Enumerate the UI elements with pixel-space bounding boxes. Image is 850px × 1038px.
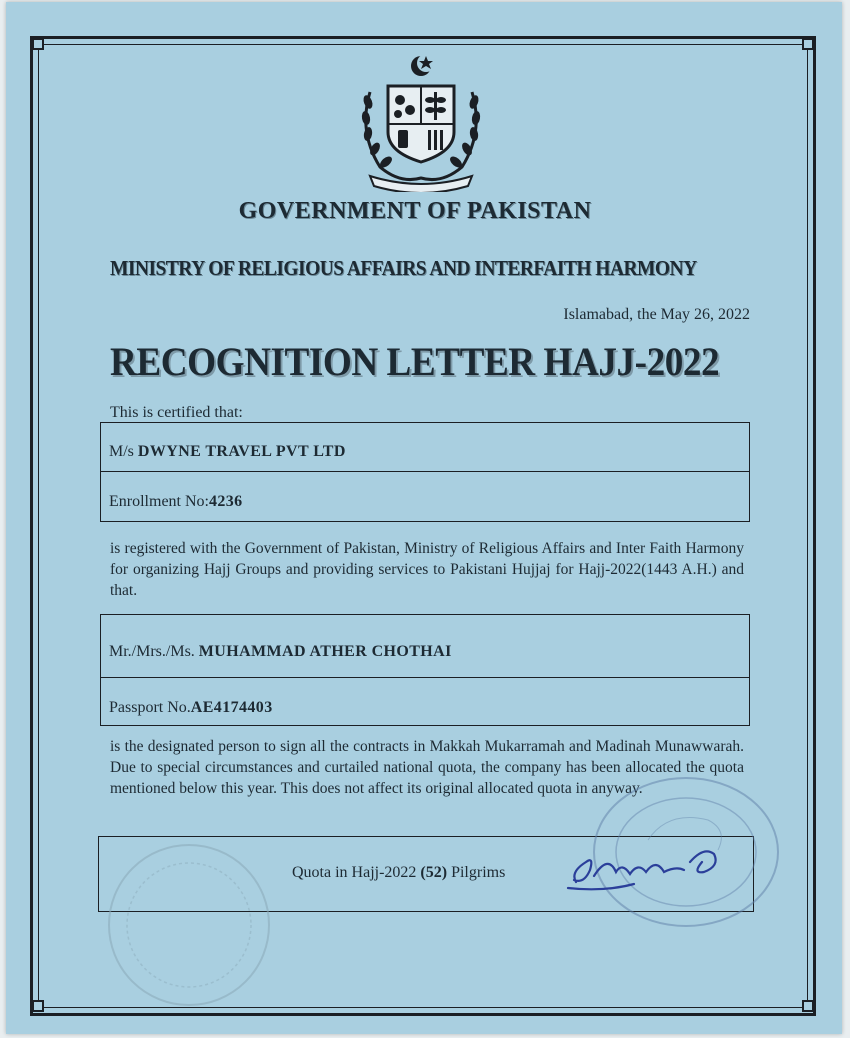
quota-label: Quota in Hajj-2022	[292, 864, 417, 881]
quota-suffix: Pilgrims	[451, 864, 506, 881]
person-name: MUHAMMAD ATHER CHOTHAI	[198, 643, 452, 660]
passport-number: AE4174403	[190, 699, 273, 716]
company-prefix: M/s	[109, 443, 134, 460]
certified-intro: This is certified that:	[110, 404, 243, 421]
letter-title: RECOGNITION LETTER HAJJ-2022	[110, 339, 720, 384]
divider	[101, 677, 749, 678]
corner-ornament	[32, 38, 44, 50]
enrollment-label: Enrollment No:	[109, 493, 209, 510]
government-heading: GOVERNMENT OF PAKISTAN	[238, 198, 592, 224]
quota-value: (52)	[420, 864, 448, 881]
registration-paragraph: is registered with the Government of Pakistan, Ministry of Religious Affairs and Inter Faith Harmony for organizing Hajj Groups and providing services to Pakistani Hujjaj for Hajj-2022(1443 A.H.) and that.	[110, 540, 744, 599]
corner-ornament	[802, 1000, 814, 1012]
quota-line	[292, 864, 505, 882]
corner-ornament	[32, 1000, 44, 1012]
company-box	[100, 422, 750, 522]
person-row	[101, 643, 749, 661]
designation-paragraph: is the designated person to sign all the contracts in Makkah Mukarramah and Madinah Munawwarah. Due to special circumstances and curtailed national quota, the company has been allocated the quota mentioned below this year. This does not affect its original allocated quota in anyway.	[110, 738, 744, 797]
ministry-heading: MINISTRY OF RELIGIOUS AFFAIRS AND INTERFAITH HARMONY	[110, 256, 697, 280]
passport-label: Passport No.	[109, 699, 191, 716]
company-row	[101, 443, 749, 461]
corner-ornament	[802, 38, 814, 50]
company-name: DWYNE TRAVEL PVT LTD	[137, 443, 346, 460]
divider	[101, 471, 749, 472]
enrollment-number: 4236	[208, 493, 243, 510]
enrollment-row	[101, 493, 749, 511]
passport-row	[101, 699, 749, 717]
issue-date: Islamabad, the May 26, 2022	[563, 306, 750, 323]
state-emblem-icon	[350, 52, 492, 192]
person-box	[100, 614, 750, 726]
person-prefix: Mr./Mrs./Ms.	[109, 643, 195, 660]
